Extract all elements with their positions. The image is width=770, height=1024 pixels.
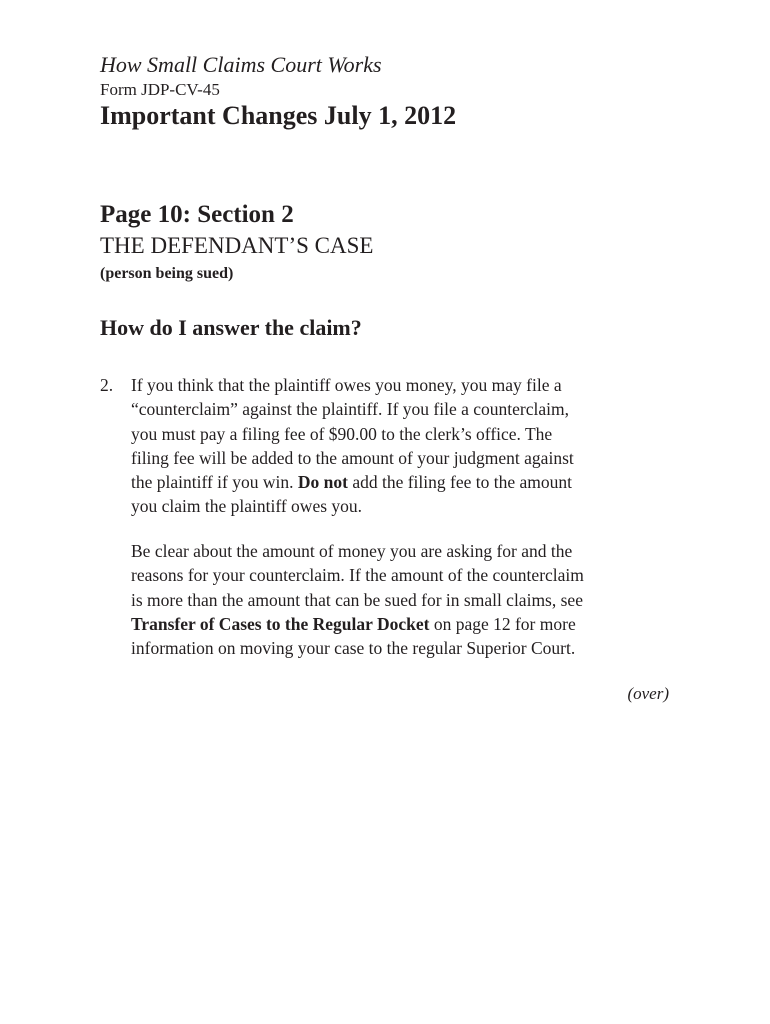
paragraph-text: the plaintiff if you win. (131, 472, 298, 493)
list-item-number: 2. (100, 375, 114, 395)
amount-paragraph (131, 539, 679, 660)
paragraph-line: information on moving your case to the regular Superior Court. (131, 638, 576, 659)
paragraph-line: you must pay a filing fee of $90.00 to the clerk’s office. The (131, 423, 553, 444)
paragraph-text: on page 12 for more (429, 613, 576, 634)
paragraph-line: you claim the plaintiff owes you. (131, 496, 363, 517)
question-heading: How do I answer the claim? (100, 315, 362, 340)
page-section-heading: Page 10: Section 2 (100, 201, 294, 228)
over-note: (over) (627, 684, 669, 703)
paragraph-line: If you think that the plaintiff owes you money, you may file a (131, 375, 562, 395)
paragraph-text: add the filing fee to the amount (347, 472, 572, 493)
paragraph-line: reasons for your counterclaim. If the amount of the counterclaim (131, 565, 584, 586)
paragraph-line (131, 470, 679, 494)
changes-heading: Important Changes July 1, 2012 (100, 101, 457, 130)
section-subtitle: (person being sued) (100, 265, 234, 282)
paragraph-line: “counterclaim” against the plaintiff. If you file a counterclaim, (131, 399, 569, 420)
do-not-emphasis: Do not (297, 472, 348, 493)
section-title: THE DEFENDANT’S CASE (100, 233, 374, 258)
paragraph-line: is more than the amount that can be sued for in small claims, see (131, 589, 583, 610)
form-number: Form JDP-CV-45 (100, 80, 220, 99)
counterclaim-paragraph (131, 373, 679, 519)
booklet-title: How Small Claims Court Works (100, 52, 382, 77)
transfer-cases-reference: Transfer of Cases to the Regular Docket (131, 613, 430, 634)
paragraph-line (131, 612, 679, 636)
paragraph-line: filing fee will be added to the amount of your judgment against (131, 447, 574, 468)
paragraph-line: Be clear about the amount of money you are asking for and the (131, 541, 573, 561)
